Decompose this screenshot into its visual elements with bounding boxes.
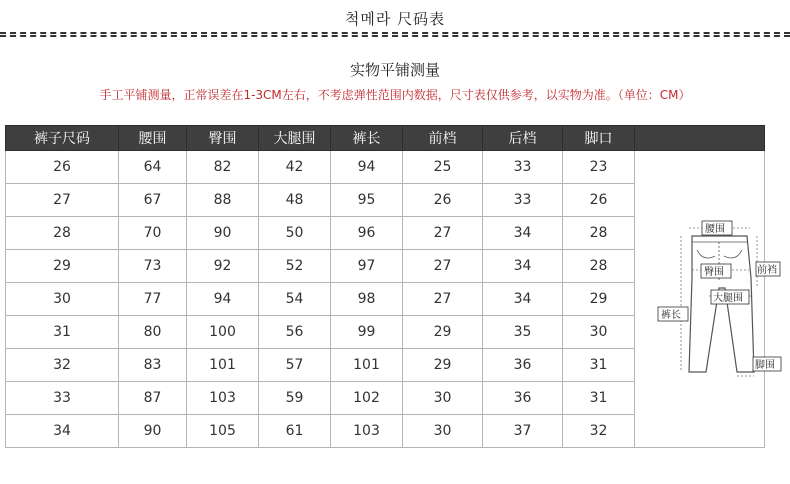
measurement-note: 手工平铺测量，正常误差在1-3CM左右，不考虑弹性范围内数据，尺寸表仅供参考，以实物为准。（单位：CM） [99, 88, 691, 102]
cell-length: 101 [331, 349, 403, 382]
cell-waist: 70 [119, 217, 187, 250]
cell-back-rise: 34 [483, 283, 563, 316]
cell-length: 94 [331, 151, 403, 184]
cell-size: 29 [6, 250, 119, 283]
cell-waist: 77 [119, 283, 187, 316]
cell-front-rise: 29 [403, 349, 483, 382]
cell-length: 97 [331, 250, 403, 283]
cell-waist: 67 [119, 184, 187, 217]
table-row [6, 151, 765, 184]
cell-front-rise: 25 [403, 151, 483, 184]
cell-hem: 26 [563, 184, 635, 217]
col-header-length: 裤长 [331, 126, 403, 151]
cell-length: 99 [331, 316, 403, 349]
cell-hem: 30 [563, 316, 635, 349]
cell-size: 34 [6, 415, 119, 448]
cell-hip: 103 [187, 382, 259, 415]
cell-waist: 90 [119, 415, 187, 448]
col-header-hip: 臀围 [187, 126, 259, 151]
cell-size: 27 [6, 184, 119, 217]
col-header-back-rise: 后档 [483, 126, 563, 151]
cell-waist: 80 [119, 316, 187, 349]
cell-back-rise: 34 [483, 217, 563, 250]
cell-thigh: 42 [259, 151, 331, 184]
label-hip: 臀围 [704, 267, 724, 278]
cell-thigh: 56 [259, 316, 331, 349]
cell-hip: 94 [187, 283, 259, 316]
label-thigh: 大腿围 [713, 293, 743, 304]
cell-length: 95 [331, 184, 403, 217]
cell-back-rise: 36 [483, 349, 563, 382]
cell-hem: 31 [563, 349, 635, 382]
cell-size: 33 [6, 382, 119, 415]
label-hem: 脚围 [755, 360, 775, 371]
dashed-divider [0, 32, 790, 37]
cell-hem: 32 [563, 415, 635, 448]
cell-back-rise: 35 [483, 316, 563, 349]
cell-length: 103 [331, 415, 403, 448]
cell-hip: 105 [187, 415, 259, 448]
cell-size: 28 [6, 217, 119, 250]
page-title: 척메라 尺码表 [344, 10, 446, 28]
cell-front-rise: 27 [403, 283, 483, 316]
cell-hem: 31 [563, 382, 635, 415]
cell-hip: 101 [187, 349, 259, 382]
cell-waist: 64 [119, 151, 187, 184]
cell-waist: 87 [119, 382, 187, 415]
cell-length: 98 [331, 283, 403, 316]
cell-thigh: 50 [259, 217, 331, 250]
cell-back-rise: 37 [483, 415, 563, 448]
cell-thigh: 48 [259, 184, 331, 217]
label-length: 裤长 [661, 310, 681, 321]
cell-length: 96 [331, 217, 403, 250]
cell-size: 31 [6, 316, 119, 349]
cell-hip: 88 [187, 184, 259, 217]
cell-hem: 23 [563, 151, 635, 184]
col-header-waist: 腰围 [119, 126, 187, 151]
cell-hem: 28 [563, 217, 635, 250]
cell-thigh: 59 [259, 382, 331, 415]
cell-back-rise: 36 [483, 382, 563, 415]
cell-front-rise: 27 [403, 250, 483, 283]
cell-size: 26 [6, 151, 119, 184]
cell-waist: 83 [119, 349, 187, 382]
cell-thigh: 52 [259, 250, 331, 283]
cell-thigh: 54 [259, 283, 331, 316]
cell-thigh: 57 [259, 349, 331, 382]
cell-back-rise: 34 [483, 250, 563, 283]
cell-thigh: 61 [259, 415, 331, 448]
col-header-front-rise: 前档 [403, 126, 483, 151]
cell-length: 102 [331, 382, 403, 415]
label-waist: 腰围 [705, 224, 725, 235]
cell-size: 32 [6, 349, 119, 382]
cell-front-rise: 29 [403, 316, 483, 349]
cell-back-rise: 33 [483, 151, 563, 184]
cell-hip: 100 [187, 316, 259, 349]
cell-front-rise: 27 [403, 217, 483, 250]
cell-size: 30 [6, 283, 119, 316]
cell-hem: 29 [563, 283, 635, 316]
cell-hip: 82 [187, 151, 259, 184]
col-header-size: 裤子尺码 [6, 126, 119, 151]
col-header-thigh: 大腿围 [259, 126, 331, 151]
cell-front-rise: 30 [403, 415, 483, 448]
cell-back-rise: 33 [483, 184, 563, 217]
col-header-blank [635, 126, 765, 151]
cell-hip: 90 [187, 217, 259, 250]
cell-front-rise: 26 [403, 184, 483, 217]
col-header-hem: 脚口 [563, 126, 635, 151]
pants-diagram [657, 150, 782, 450]
size-table [5, 125, 765, 448]
cell-hip: 92 [187, 250, 259, 283]
section-title: 实物平铺测量 [349, 61, 440, 79]
cell-front-rise: 30 [403, 382, 483, 415]
label-front-rise: 前裆 [757, 265, 777, 276]
cell-hem: 28 [563, 250, 635, 283]
table-header-row [6, 126, 765, 151]
cell-waist: 73 [119, 250, 187, 283]
